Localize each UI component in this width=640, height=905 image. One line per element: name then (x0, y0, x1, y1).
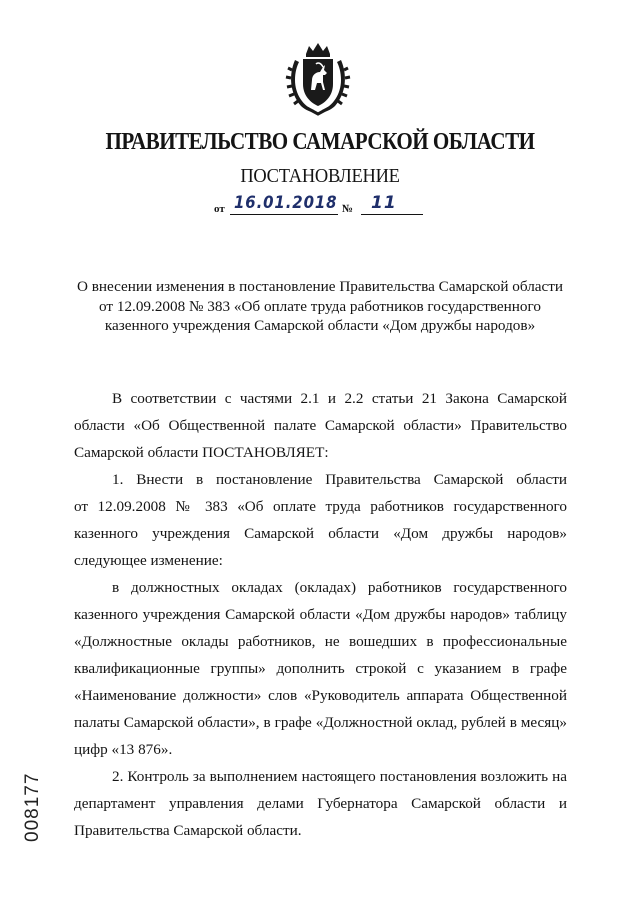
date-prefix: от (214, 203, 225, 215)
body-line: в должностных окладах (окладах) работников государственного (112, 579, 567, 596)
side-serial-number: 008177 (22, 772, 43, 842)
government-title: ПРАВИТЕЛЬСТВО САМАРСКОЙ ОБЛАСТИ (105, 128, 535, 155)
body-line: казенного учреждения Самарской области «Дом дружбы народов» таблицу (74, 606, 567, 623)
document-subject (60, 277, 580, 336)
document-body (74, 385, 567, 844)
body-line: казенного учреждения Самарской области «Дом дружбы народов» (74, 525, 567, 542)
body-line: области «Об Общественной палате Самарской области» Правительство (74, 417, 567, 434)
number-prefix: № (342, 203, 354, 215)
date-number-line (214, 193, 444, 220)
number-underline (361, 214, 423, 215)
body-line: В соответствии с частями 2.1 и 2.2 статьи 21 Закона Самарской (112, 390, 567, 407)
body-line: следующее изменение: (74, 552, 223, 569)
date-underline (230, 214, 338, 215)
body-line: «Должностные оклады работников, не вошедших в профессиональные (74, 633, 567, 650)
handwritten-date: 16.01.2018 (234, 193, 338, 213)
handwritten-number: 11 (371, 193, 397, 213)
subject-line: от 12.09.2008 № 383 «Об оплате труда работников государственного (99, 297, 541, 315)
body-line: «Наименование должности» слов «Руководитель аппарата Общественной (74, 687, 567, 704)
body-line: Правительства Самарской области. (74, 822, 302, 839)
subject-line: казенного учреждения Самарской области «Дом дружбы народов» (104, 317, 536, 334)
document-type: ПОСТАНОВЛЕНИЕ (240, 165, 400, 187)
body-line: палаты Самарской области», в графе «Должностной оклад, рублей в месяц» (74, 714, 567, 731)
body-line: от 12.09.2008 № 383 «Об оплате труда работников государственного (74, 498, 567, 515)
body-line: Самарской области ПОСТАНОВЛЯЕТ: (74, 444, 329, 461)
body-line: 1. Внести в постановление Правительства Самарской области (112, 471, 567, 488)
body-line: цифр «13 876». (74, 741, 173, 758)
samara-coat-of-arms-icon (285, 40, 351, 116)
body-line: квалификационные группы» дополнить строкой с указанием в графе (74, 660, 567, 677)
subject-line: О внесении изменения в постановление Правительства Самарской области (76, 278, 564, 295)
body-line: департамент управления делами Губернатора Самарской области и (74, 795, 567, 812)
body-line: 2. Контроль за выполнением настоящего постановления возложить на (112, 768, 567, 785)
